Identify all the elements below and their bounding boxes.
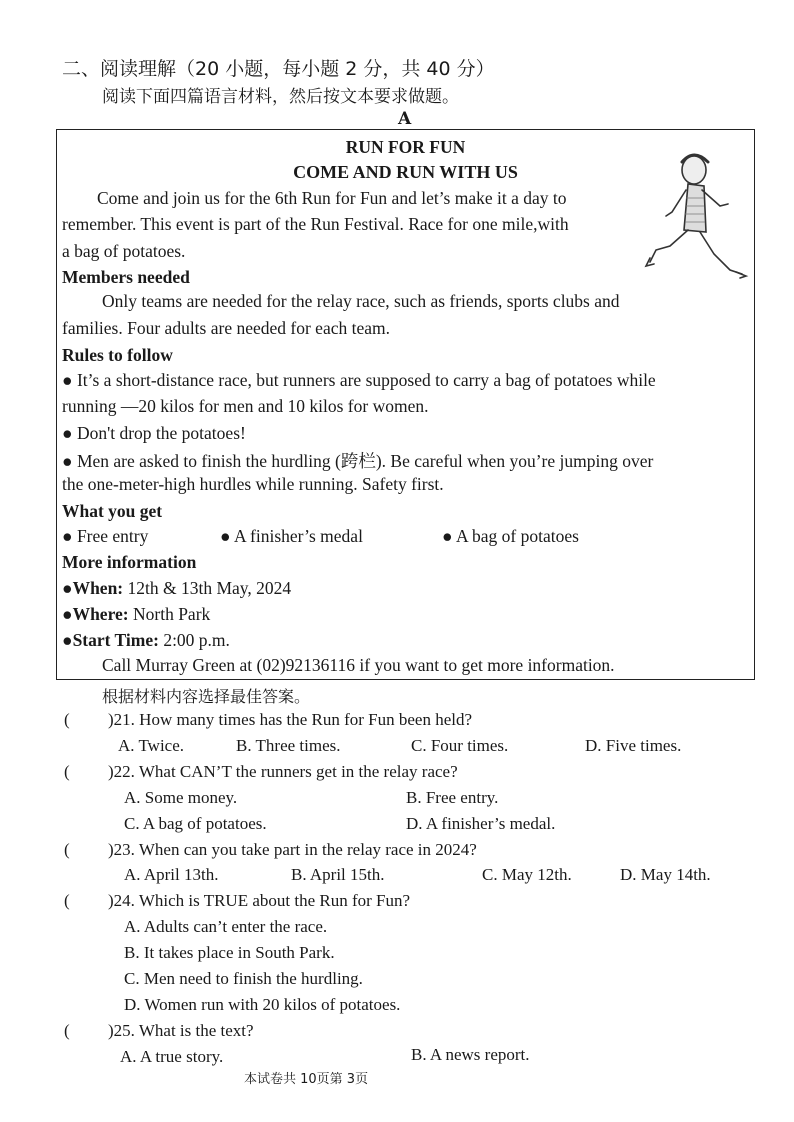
rule-line-3: ● Don't drop the potatoes!: [62, 423, 246, 443]
start-value: 2:00 p.m.: [163, 630, 230, 650]
where-value: North Park: [133, 604, 211, 624]
q23-option-c[interactable]: C. May 12th.: [482, 865, 572, 884]
question-24: )24. Which is TRUE about the Run for Fun?: [108, 891, 411, 910]
q23-option-b[interactable]: B. April 15th.: [291, 865, 385, 884]
passage-subtitle: COME AND RUN WITH US: [293, 162, 518, 182]
answer-blank[interactable]: (: [64, 1021, 70, 1040]
when-row: [62, 578, 291, 599]
passage-letter: A: [398, 109, 412, 129]
get-item-entry: ● Free entry: [62, 526, 149, 546]
rules-heading: Rules to follow: [62, 345, 173, 365]
rule-line-2: running —20 kilos for men and 10 kilos for women.: [62, 396, 429, 416]
answer-blank[interactable]: (: [64, 710, 70, 729]
q24-option-c[interactable]: C. Men need to finish the hurdling.: [124, 969, 363, 988]
answer-blank[interactable]: (: [64, 762, 70, 781]
rule-line-5: the one-meter-high hurdles while running. Safety first.: [62, 474, 444, 494]
members-line-2: families. Four adults are needed for each team.: [62, 318, 390, 338]
q23-option-a[interactable]: A. April 13th.: [124, 865, 219, 884]
start-row: [62, 630, 230, 651]
contact-line: Call Murray Green at (02)92136116 if you want to get more information.: [102, 655, 615, 675]
more-heading: More information: [62, 552, 197, 572]
section-instruction: 阅读下面四篇语言材料，然后按文本要求做题。: [102, 87, 459, 107]
question-instruction: 根据材料内容选择最佳答案。: [102, 687, 311, 706]
intro-line-3: a bag of potatoes.: [62, 241, 186, 261]
q23-option-d[interactable]: D. May 14th.: [620, 865, 711, 884]
q24-option-b[interactable]: B. It takes place in South Park.: [124, 943, 335, 962]
where-label: ●Where:: [62, 604, 129, 624]
q21-option-c[interactable]: C. Four times.: [411, 736, 509, 755]
q21-option-a[interactable]: A. Twice.: [118, 736, 185, 755]
when-value: 12th & 13th May, 2024: [127, 578, 292, 598]
q21-option-d[interactable]: D. Five times.: [585, 736, 682, 755]
question-21: )21. How many times has the Run for Fun been held?: [108, 710, 473, 729]
q22-option-b[interactable]: B. Free entry.: [406, 788, 499, 807]
question-23: )23. When can you take part in the relay race in 2024?: [108, 840, 477, 859]
intro-line-2: remember. This event is part of the Run Festival. Race for one mile,with: [62, 214, 569, 234]
question-25: )25. What is the text?: [108, 1021, 254, 1040]
runner-illustration: [636, 150, 756, 290]
answer-blank[interactable]: (: [64, 840, 70, 859]
get-heading: What you get: [62, 501, 163, 521]
start-label: ●Start Time:: [62, 630, 159, 650]
q22-option-a[interactable]: A. Some money.: [124, 788, 238, 807]
q24-option-a[interactable]: A. Adults can’t enter the race.: [124, 917, 328, 936]
where-row: [62, 604, 210, 625]
answer-blank[interactable]: (: [64, 891, 70, 910]
intro-line-1: Come and join us for the 6th Run for Fun and let’s make it a day to: [97, 188, 567, 208]
members-heading: Members needed: [62, 267, 190, 287]
q21-option-b[interactable]: B. Three times.: [236, 736, 341, 755]
q25-option-a[interactable]: A. A true story.: [120, 1047, 224, 1066]
passage-title: RUN FOR FUN: [345, 137, 466, 157]
rule-line-1: ● It’s a short-distance race, but runners are supposed to carry a bag of potatoes while: [62, 370, 656, 390]
rule-line-4: ● Men are asked to finish the hurdling (跨栏). Be careful when you’re jumping over: [62, 451, 654, 471]
q24-option-d[interactable]: D. Women run with 20 kilos of potatoes.: [124, 995, 401, 1014]
q25-option-b[interactable]: B. A news report.: [411, 1045, 530, 1064]
question-22: )22. What CAN’T the runners get in the relay race?: [108, 762, 458, 781]
get-item-medal: ● A finisher’s medal: [220, 526, 363, 546]
page-footer: 本试卷共 10页第 3页: [244, 1072, 369, 1087]
section-title: 二、阅读理解（20 小题，每小题 2 分，共 40 分）: [62, 58, 495, 80]
members-line-1: Only teams are needed for the relay race, such as friends, sports clubs and: [102, 291, 620, 311]
q22-option-d[interactable]: D. A finisher’s medal.: [406, 814, 556, 833]
q22-option-c[interactable]: C. A bag of potatoes.: [124, 814, 267, 833]
get-item-potatoes: ● A bag of potatoes: [442, 526, 579, 546]
when-label: ●When:: [62, 578, 124, 598]
